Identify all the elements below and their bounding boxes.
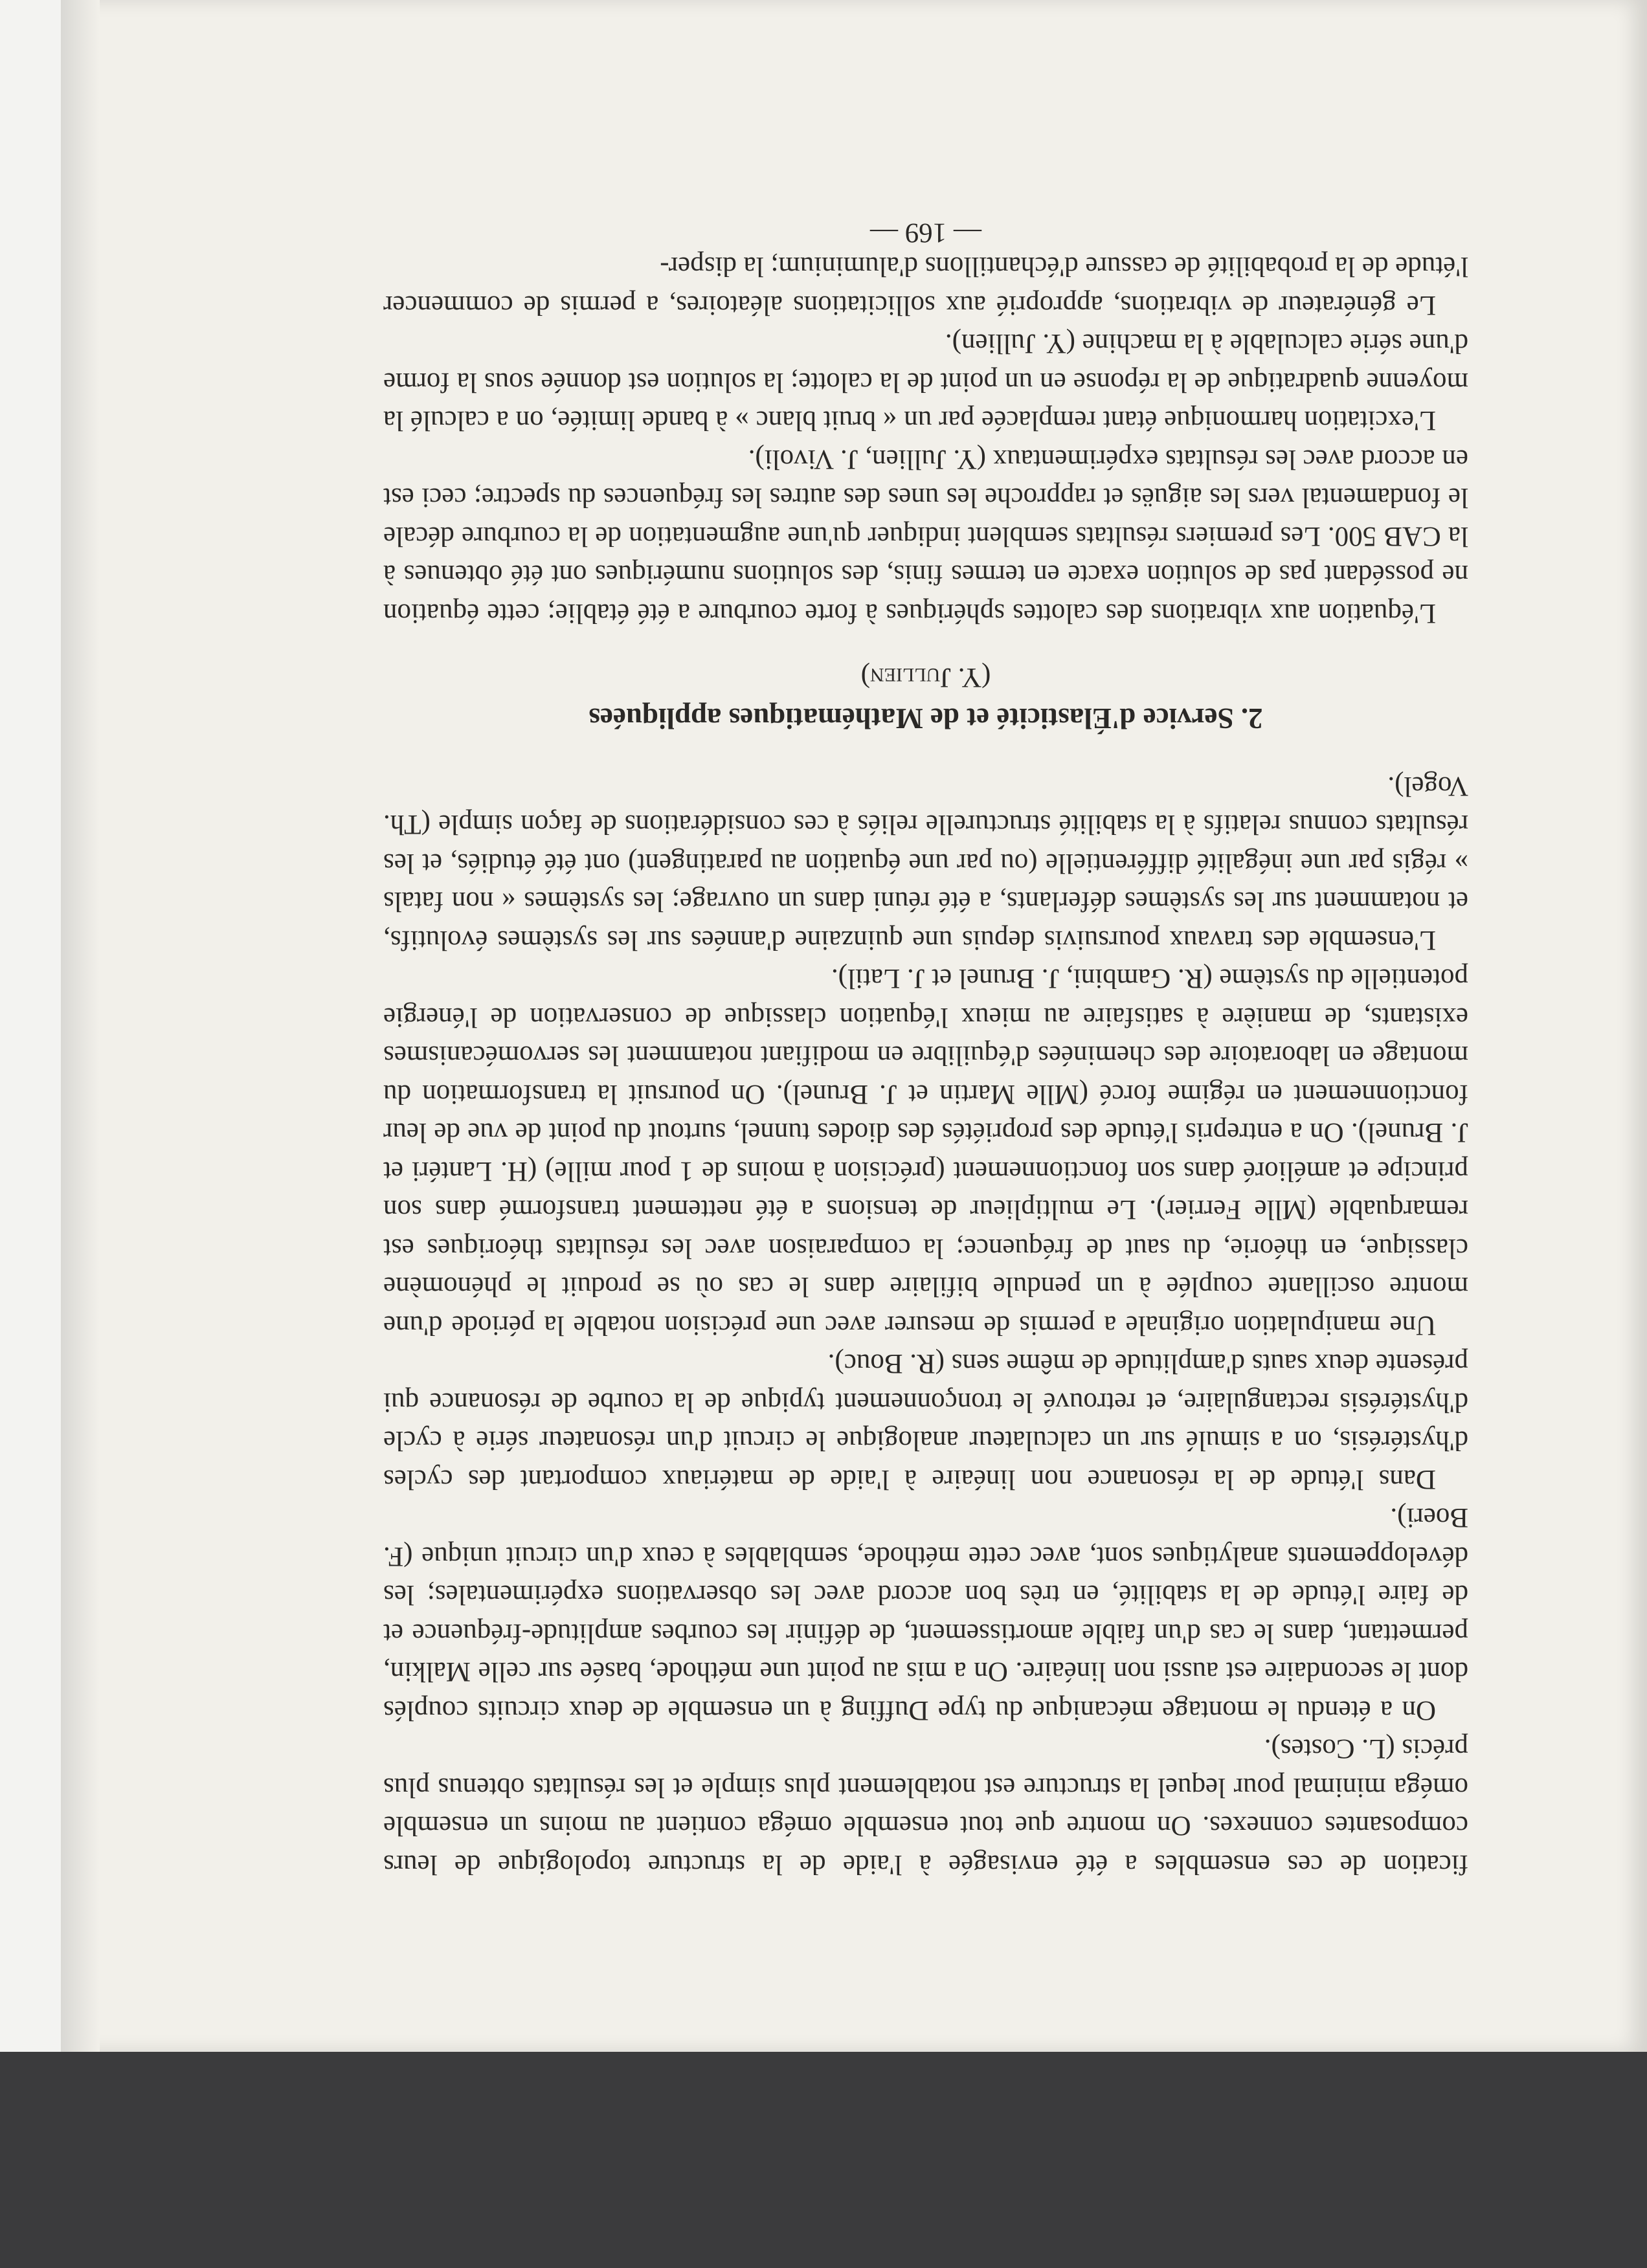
paper-edge-shadow: [61, 0, 100, 2052]
paragraph: On a étendu le montage mécanique du type Duffing à un ensemble de deux circuits couplés dont le secondaire est aussi non linéaire. On a mis au point une méthode, basée sur celle Malkin, permettant, dans le cas d'un faible amortissement, de définir les courbes amplitude-fréquence et de faire l'étude de la stabilité, en très bon accord avec les observations expérimentales; les développements analytiques sont, avec cette méthode, semblables à ceux d'un circuit unique (F. Boeri).: [383, 1502, 1468, 1726]
paragraph: L'équation aux vibrations des calottes sphériques à forte courbure a été établie; cette équation ne possédant pas de solution exacte en termes finis, des solutions numériques ont été obtenues à la CAB 500. Les premiers résultats semblent indiquer qu'une augmentation de la courbure décale le fondamental vers les aiguës et rapproche les unes des autres les fréquences du spectre; ceci est en accord avec les résultats expérimentaux (Y. Jullien, J. Vivoli).: [383, 444, 1468, 628]
section-author: (Y. Jullien): [860, 662, 991, 693]
rotated-text-block: [383, 214, 1468, 1884]
section-heading: 2. Service d'Élasticité et de Mathématiques appliquées: [588, 702, 1263, 735]
scanner-background: [0, 2052, 1647, 2268]
paragraph: Le générateur de vibrations, approprié aux sollicitations aléatoires, a permis de commencer l'étude de la probabilité de cassure d'échantillons d'aluminium; la disper-: [383, 251, 1468, 320]
paragraph: L'excitation harmonique étant remplacée par un « bruit blanc » à bande limitée, on a calculé la moyenne quadratique de la réponse en un point de la calotte; la solution est donnée sous la forme d'une série calculable à la machine (Y. Jullien).: [383, 328, 1468, 436]
paragraph: Une manipulation originale a permis de mesurer avec une précision notable la période d'une montre oscillante couplée à un pendule bifilaire dans le cas où se produit le phénomène classique, en théorie, du saut de fréquence; la comparaison avec les résultats théoriques est remarquable (Mlle Ferrier). Le multiplieur de tensions a été nettement transformé dans son principe et amélioré dans son fonctionnement (précision à moins de 1 pour mille) (H. Lantéri et J. Brunel). On a entrepris l'étude des propriétés des diodes tunnel, surtout du point de vue de leur fonctionnement en régime forcé (Mlle Martin et J. Brunel). On poursuit la transformation du montage en laboratoire des cheminées d'équilibre en modifiant notamment les servomécanismes existants, de manière à satisfaire au mieux l'équation classique de conservation de l'énergie potentielle du système (R. Gambini, J. Brunel et J. Latil).: [383, 963, 1468, 1340]
paragraph: fication de ces ensembles a été envisagée à l'aide de la structure topologique de leurs composantes connexes. On montre que tout ensemble oméga contient au moins un ensemble oméga minimal pour lequel la structure est notablement plus simple et les résultats obtenus plus précis (L. Costes).: [383, 1733, 1468, 1880]
paragraph: Dans l'étude de la résonance non linéaire à l'aide de matériaux comportant des cycles d'hystérésis, on a simulé sur un calculateur analogique le circuit d'un résonateur série à cycle d'hystérésis rectangulaire, et retrouvé le tronçonnement typique de la courbe de résonance qui présente deux sauts d'amplitude de même sens (R. Bouc).: [383, 1348, 1468, 1495]
paragraph: L'ensemble des travaux poursuivis depuis une quinzaine d'années sur les systèmes évolutifs, et notamment sur les systèmes déferlants, a été réuni dans un ouvrage; les systèmes « non fatals » régis par une inégalité différentielle (ou par une équation au paratingent) ont été étudiés, et les résultats connus relatifs à la stabilité structurelle reliés à ces considérations de façon simple (Th. Vogel).: [383, 771, 1468, 955]
page-number: — 169 —: [870, 217, 981, 249]
